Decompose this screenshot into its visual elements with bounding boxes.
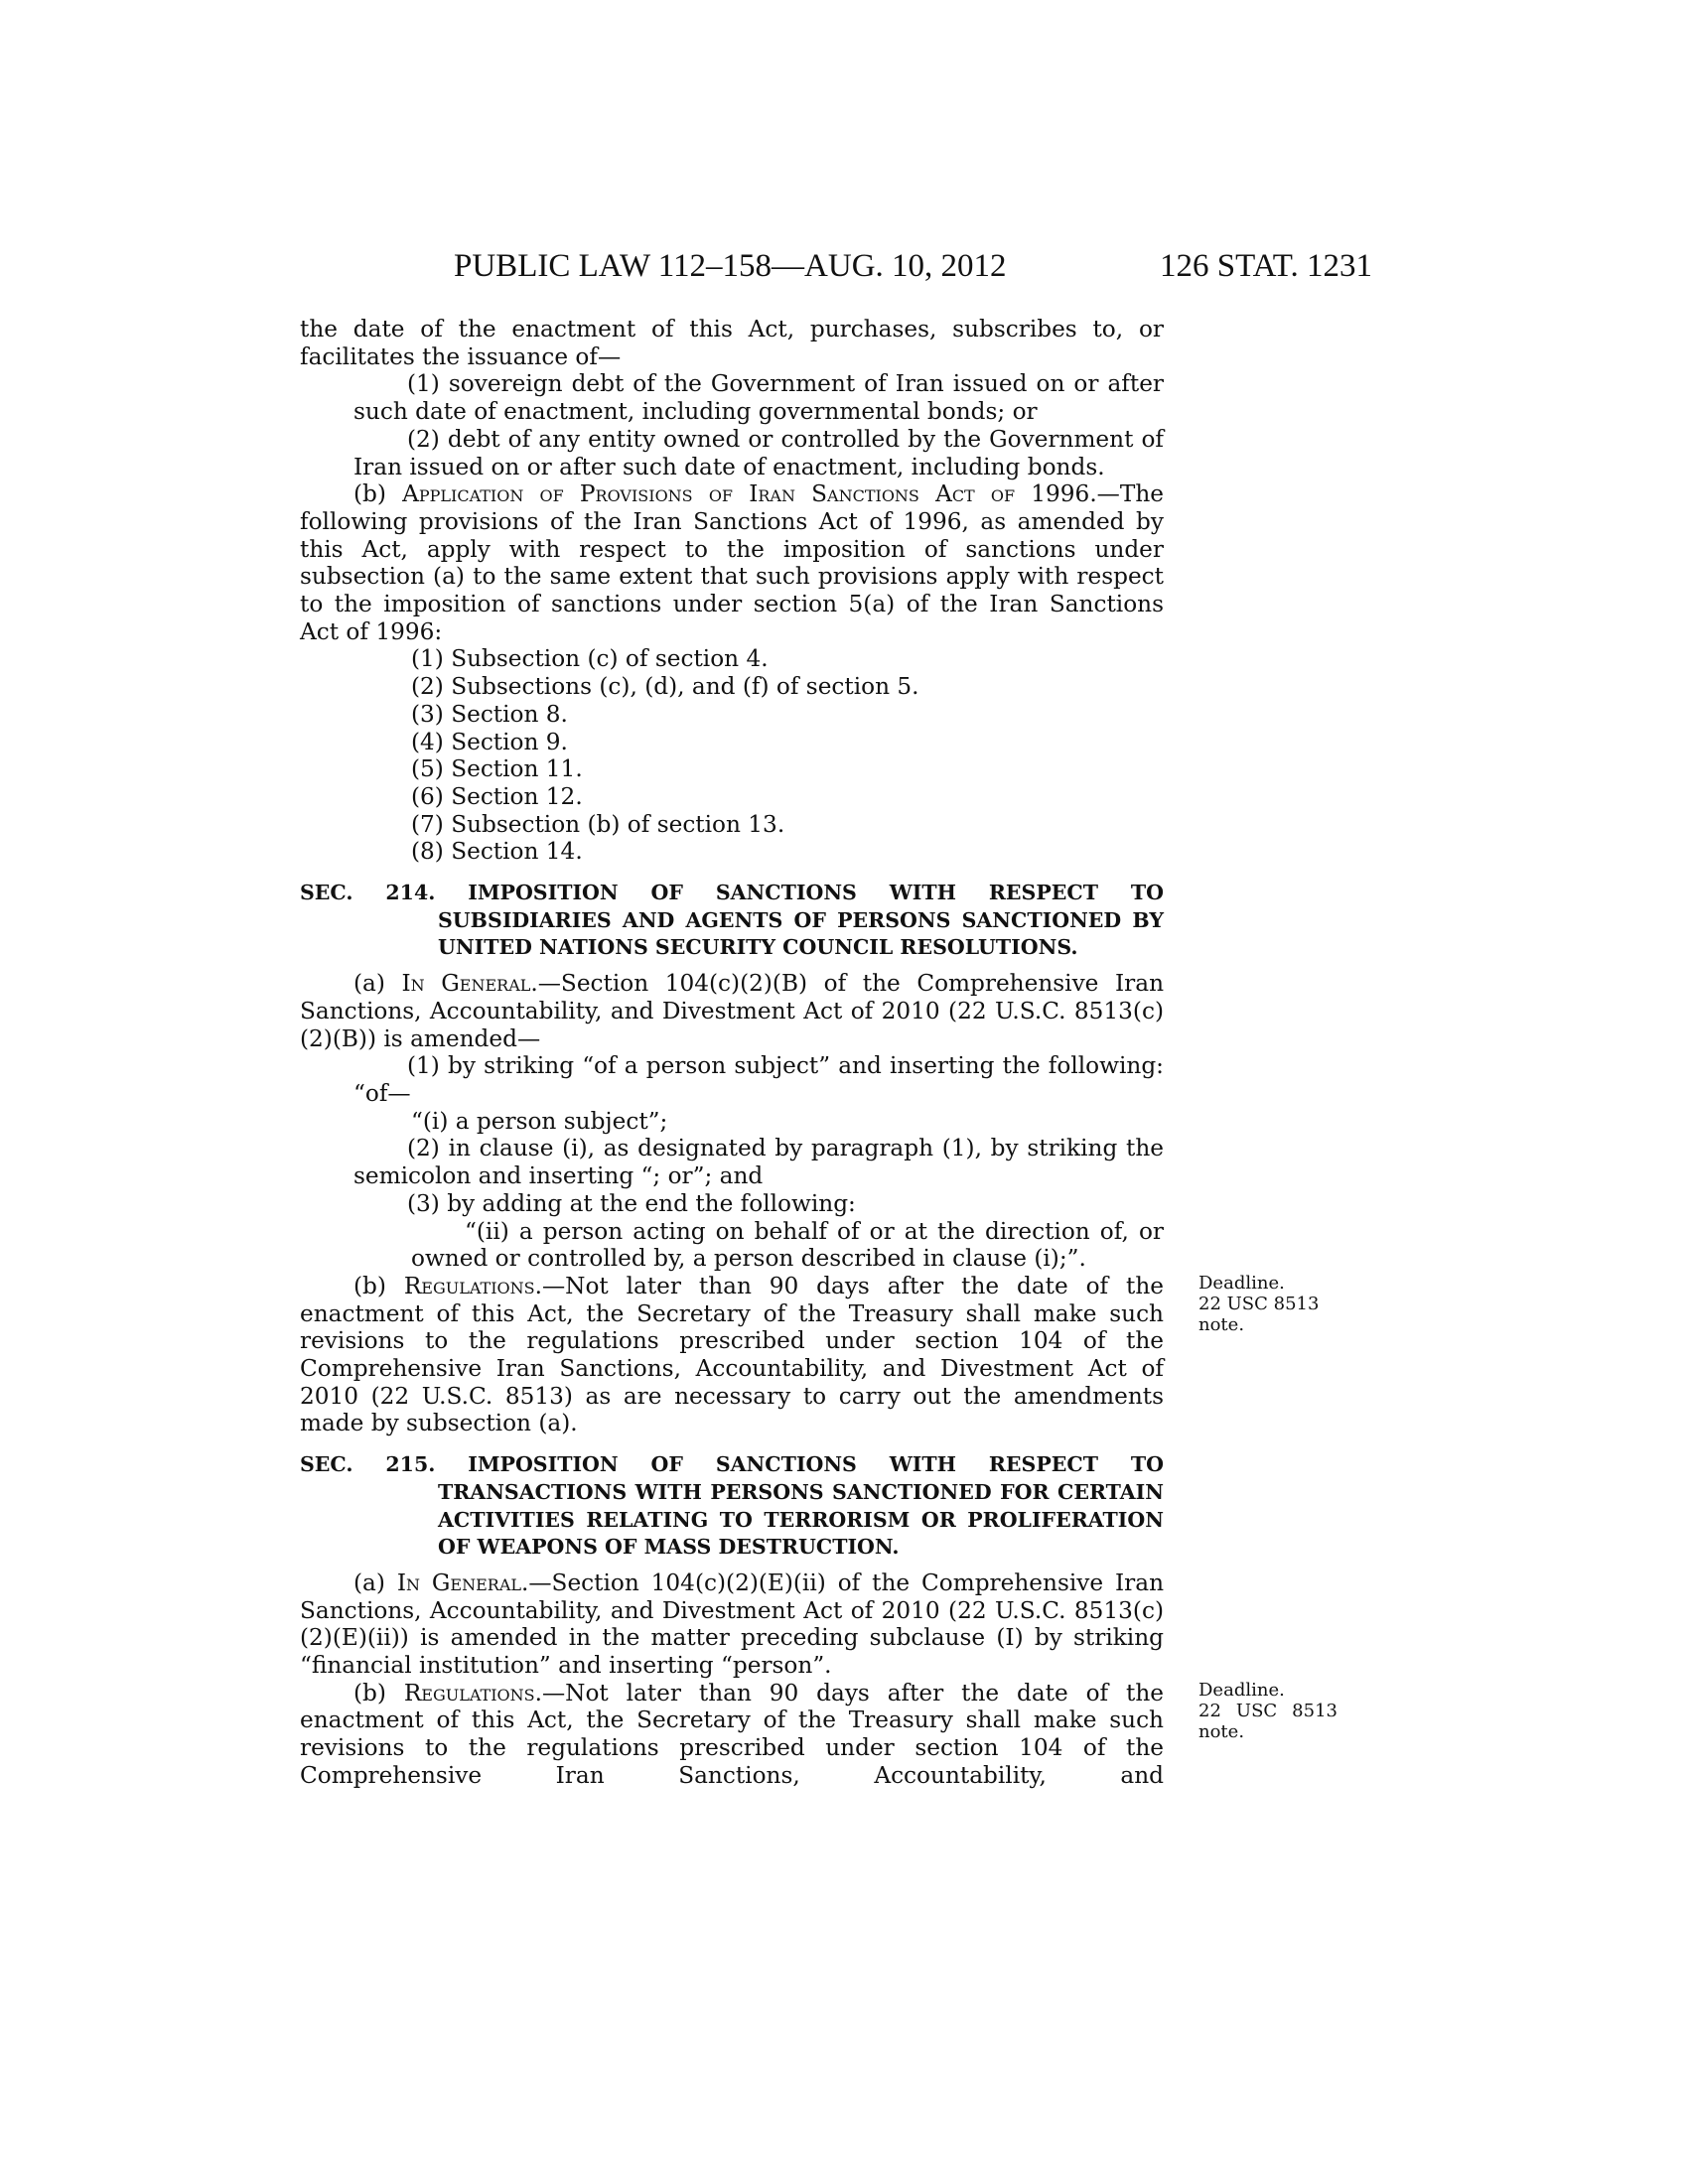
margin-note-line: 22 USC 8513 [1198,1293,1320,1314]
subsection-label: (b) [353,1679,404,1706]
public-law-citation: PUBLIC LAW 112–158—AUG. 10, 2012 [454,248,1007,284]
provision-item: (3) Section 8. [411,700,568,728]
paragraph-item: (3) by adding at the end the following: [407,1189,856,1217]
section-215-heading: SEC. 215. IMPOSITION OF SANCTIONS WITH RESPECT TO TRANSACTIONS WITH PERSONS SANCTIONED FOR CERTAIN ACTIVITIES RELATING TO TERRORISM OR PROLIFERATION OF WEAPONS OF MASS DESTRUCTION. [300,1452,1164,1560]
section-214-subsection-a [300,970,1164,1052]
margin-note-line: Deadline. [1198,1679,1285,1701]
subsection-label: (a) [353,1569,397,1596]
subsection-label: (b) [353,480,403,508]
list-item-text: (1) sovereign debt of the Government of Iran issued on or after such date of enactment, including governmental bonds; or [353,370,1164,426]
subsection-text: .—Section 104(c)(2)(B) of the Comprehensive Iran Sanctions, Accountability, and Divestment Act of 2010 (22 U.S.C. 8513(c)(2)(B)) is amended— [300,970,1164,1052]
document-body [300,316,1337,1790]
subsection-text: .—Not later than 90 days after the date of the enactment of this Act, the Secretary of the Treasury shall make such revisions to the regulations prescribed under section 104 of the Comprehensive Iran Sanctions, Accountability, and Divestment Act of 2010 (22 U.S.C. 8513) as are necessary to carry out the amendments made by subsection (a). [300,1272,1164,1437]
intro-paragraph: the date of the enactment of this Act, purchases, subscribes to, or facilitates the issuance of— [300,316,1164,370]
subsection-heading: Regulations [403,1679,535,1706]
margin-note [1198,1680,1337,1742]
margin-note-line: note. [1198,1313,1245,1335]
provision-item: (7) Subsection (b) of section 13. [411,810,785,838]
subsection-heading: Application of Provisions of Iran Sanctions Act of 1996 [402,480,1090,508]
provision-item: (8) Section 14. [411,838,583,866]
subsection-label: (b) [353,1272,404,1299]
clause-item: “(ii) a person acting on behalf of or at the direction of, or owned or controlled by, a person described in clause (i);”. [411,1217,1164,1273]
provision-item: (4) Section 9. [411,728,568,755]
section-215-subsection-b [300,1679,1337,1790]
section-214-subsection-b [300,1272,1320,1437]
subsection-text: .—The following provisions of the Iran Sanctions Act of 1996, as amended by this Act, apply with respect to the imposition of sanctions under subsection (a) to the same extent that such provisions apply with respect to the imposition of sanctions under section 5(a) of the Iran Sanctions Act of 1996: [300,480,1164,645]
margin-note-line: Deadline. [1198,1272,1285,1294]
list-item [300,426,1164,480]
margin-note-line: note. [1198,1720,1245,1742]
section-215-subsection-a [300,1570,1164,1680]
clause-item: “(i) a person subject”; [411,1107,668,1135]
subsection-heading: In General [396,1569,521,1596]
provision-item: (2) Subsections (c), (d), and (f) of section 5. [411,673,919,701]
paragraph-item: (1) by striking “of a person subject” and inserting the following: “of— [353,1052,1164,1107]
list-item-text: (2) debt of any entity owned or controlled by the Government of Iran issued on or after such date of enactment, including bonds. [353,425,1164,480]
provision-item: (5) Section 11. [411,755,583,783]
subsection-heading: In General [401,970,531,998]
subsection-label: (a) [353,970,402,998]
subsection-text: .—Section 104(c)(2)(E)(ii) of the Comprehensive Iran Sanctions, Accountability, and Divestment Act of 2010 (22 U.S.C. 8513(c)(2)(E)(ii)) is amended in the matter preceding subclause (I) by striking “financial institution” and inserting “person”. [300,1569,1164,1680]
section-214-heading: SEC. 214. IMPOSITION OF SANCTIONS WITH RESPECT TO SUBSIDIARIES AND AGENTS OF PERSONS SANCTIONED BY UNITED NATIONS SECURITY COUNCIL RESOLUTIONS. [300,881,1164,960]
provision-item: (1) Subsection (c) of section 4. [411,645,769,673]
list-item [300,370,1164,425]
subsection-b-paragraph [300,480,1164,645]
margin-note-line: 22 USC 8513 [1198,1700,1337,1721]
subsection-heading: Regulations [403,1272,535,1299]
statute-page-number: 126 STAT. 1231 [1159,248,1372,284]
provision-item: (6) Section 12. [411,782,583,810]
paragraph-item: (2) in clause (i), as designated by paragraph (1), by striking the semicolon and inserting “; or”; and [353,1135,1164,1190]
subsection-text: .—Not later than 90 days after the date of the enactment of this Act, the Secretary of the Treasury shall make such revisions to the regulations prescribed under section 104 of the Comprehensive Iran Sanctions, Accountability, and [300,1679,1164,1789]
margin-note [1198,1273,1337,1335]
